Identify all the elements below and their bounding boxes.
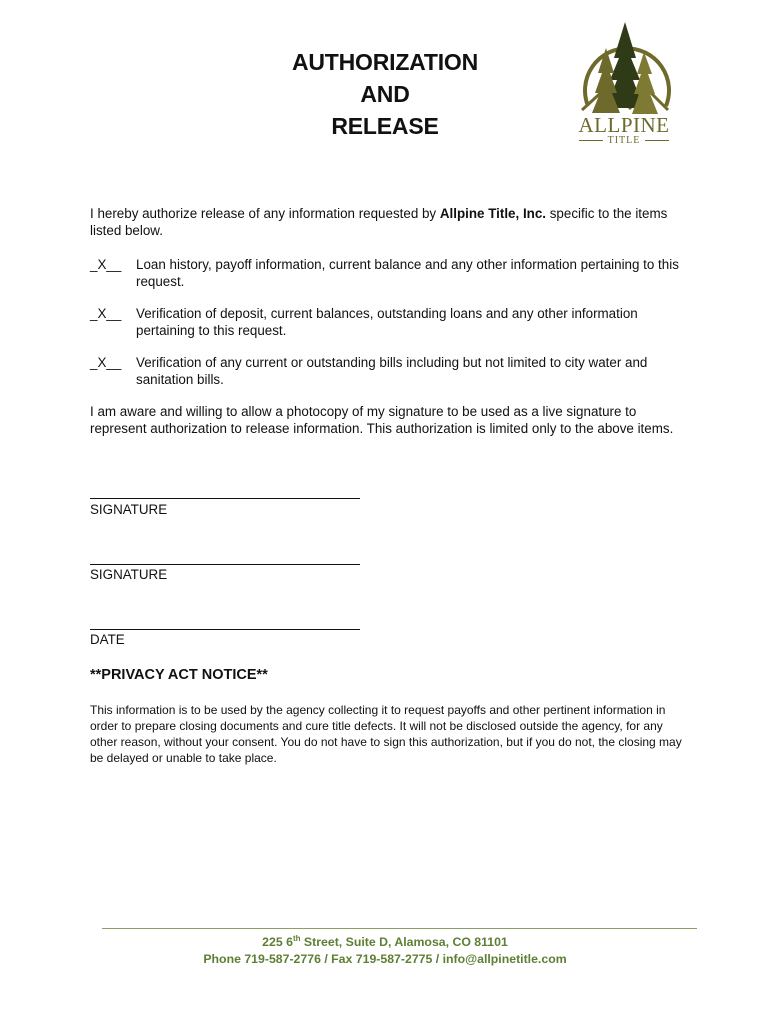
- logo-name: ALLPINE: [578, 113, 670, 137]
- item-text: Loan history, payoff information, current balance and any other information pertaining to this request.: [136, 257, 679, 289]
- item-checkmark: _X__: [90, 355, 122, 370]
- title-line-2: AND: [360, 81, 410, 107]
- item-checkmark: _X__: [90, 306, 122, 321]
- intro-paragraph: [90, 205, 690, 239]
- company-name: Allpine Title, Inc.: [439, 206, 547, 221]
- title-line-1: AUTHORIZATION: [291, 49, 479, 75]
- document-title: [230, 46, 540, 142]
- signature-label-2: SIGNATURE: [90, 567, 168, 582]
- intro-text-end: specific to the items listed below.: [90, 206, 668, 238]
- item-checkmark: _X__: [90, 257, 122, 272]
- footer-address: [102, 934, 668, 949]
- date-label: DATE: [90, 632, 125, 647]
- privacy-heading: **PRIVACY ACT NOTICE**: [90, 667, 268, 683]
- address-ordinal: th: [292, 934, 301, 943]
- logo-subtitle: TITLE: [570, 135, 678, 146]
- item-text: Verification of deposit, current balances, outstanding loans and any other information pertaining to this request.: [136, 306, 638, 338]
- footer-divider: [102, 928, 697, 929]
- item-text: Verification of any current or outstanding bills including but not limited to city water and sanitation bills.: [136, 355, 648, 387]
- signature-line-1[interactable]: [90, 498, 360, 499]
- title-line-3: RELEASE: [331, 113, 439, 139]
- date-line[interactable]: [90, 629, 360, 630]
- awareness-paragraph: I am aware and willing to allow a photocopy of my signature to be used as a live signature to represent authorization to release information. This authorization is limited only to the above items.: [90, 404, 674, 436]
- footer-contact: Phone 719-587-2776 / Fax 719-587-2775 / info@allpinetitle.com: [203, 952, 567, 966]
- address-number: 225 6: [262, 935, 293, 950]
- signature-line-2[interactable]: [90, 564, 360, 565]
- signature-label-1: SIGNATURE: [90, 502, 168, 517]
- address-rest: Street, Suite D, Alamosa, CO 81101: [300, 935, 508, 950]
- intro-text-start: I hereby authorize release of any information requested by: [90, 206, 440, 221]
- privacy-text: This information is to be used by the agency collecting it to request payoffs and other pertinent information in order to prepare closing documents and cure title defects. It will not be disclosed outside the agency, for any other reason, without your consent. You do not have to sign this authorization, but if you do not, the closing may be delayed or unable to take place.: [90, 703, 682, 765]
